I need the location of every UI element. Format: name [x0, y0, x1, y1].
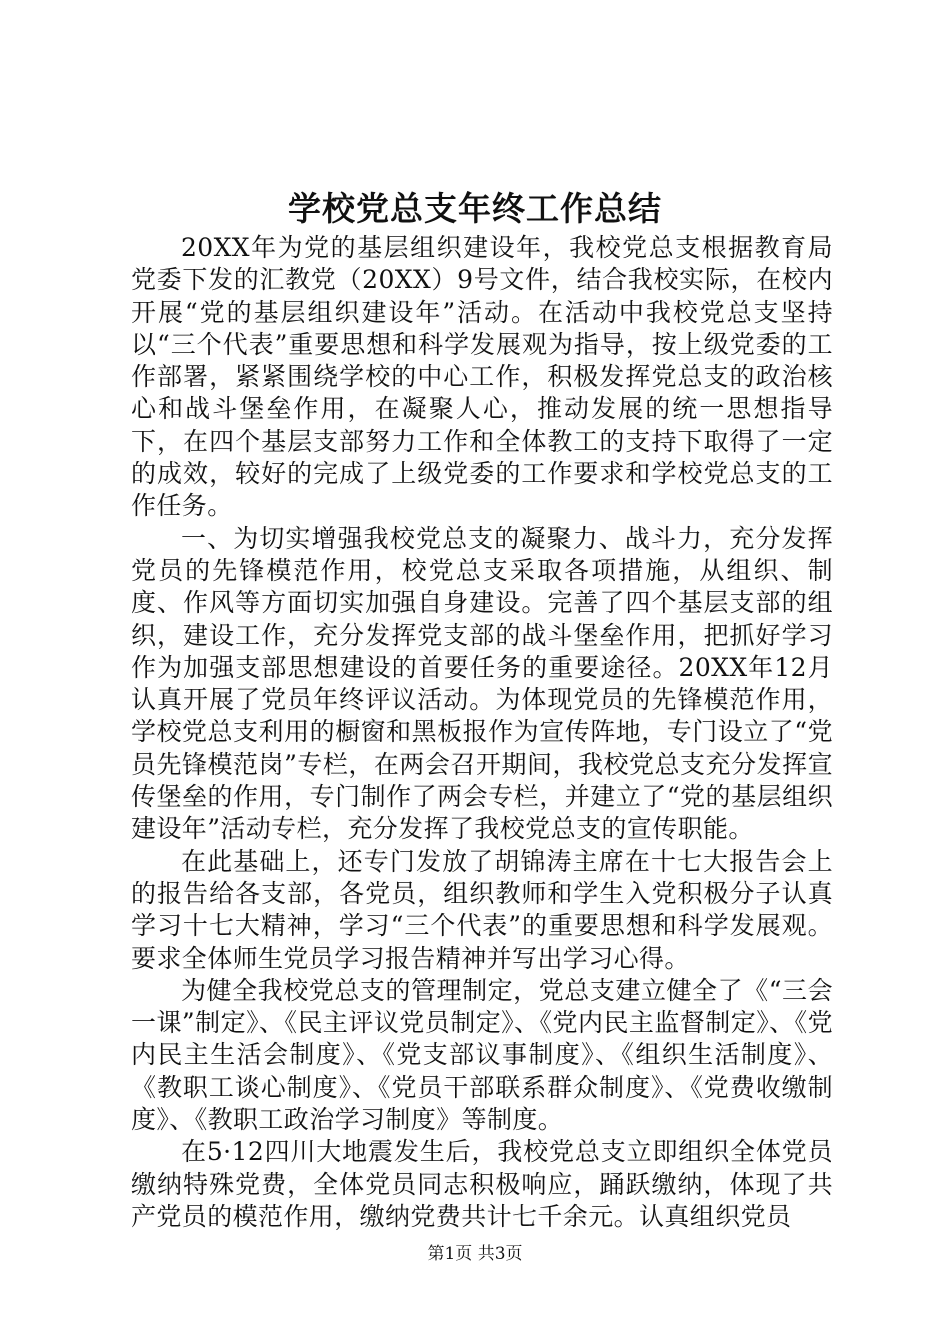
paragraph-5: 在5·12四川大地震发生后，我校党总支立即组织全体党员缴纳特殊党费，全体党员同志积极响应，踊跃缴纳，体现了共产党员的模范作用，缴纳党费共计七千余元。认真组织党员 — [131, 1137, 833, 1231]
document-title: 学校党总支年终工作总结 — [288, 189, 662, 228]
paragraph-2: 一、为切实增强我校党总支的凝聚力、战斗力，充分发挥党员的先锋模范作用，校党总支采取各项措施，从组织、制度、作风等方面切实加强自身建设。完善了四个基层支部的组织，建设工作，充分发挥党支部的战斗堡垒作用，把抓好学习作为加强支部思想建设的首要任务的重要途径。20XX年12月认真开展了党员年终评议活动。为体现党员的先锋模范作用，学校党总支利用的橱窗和黑板报作为宣传阵地，专门设立了“党员先锋模范岗”专栏，在两会召开期间，我校党总支充分发挥宣传堡垒的作用，专门制作了两会专栏，并建立了“党的基层组织建设年”活动专栏，充分发挥了我校党总支的宣传职能。 — [131, 523, 833, 844]
paragraph-1: 20XX年为党的基层组织建设年，我校党总支根据教育局党委下发的汇教党（20XX）9号文件，结合我校实际，在校内开展“党的基层组织建设年”活动。在活动中我校党总支坚持以“三个代表”重要思想和科学发展观为指导，按上级党委的工作部署，紧紧围绕学校的中心工作，积极发挥党总支的政治核心和战斗堡垒作用，在凝聚人心，推动发展的统一思想指导下，在四个基层支部努力工作和全体教工的支持下取得了一定的成效，较好的完成了上级党委的工作要求和学校党总支的工作任务。 — [131, 233, 833, 521]
paragraph-3: 在此基础上，还专门发放了胡锦涛主席在十七大报告会上的报告给各支部，各党员，组织教师和学生入党积极分子认真学习十七大精神，学习“三个代表”的重要思想和科学发展观。要求全体师生党员学习报告精神并写出学习心得。 — [131, 846, 833, 973]
paragraph-4: 为健全我校党总支的管理制定，党总支建立健全了《“三会一课”制定》、《民主评议党员制定》、《党内民主监督制定》、《党内民主生活会制度》、《党支部议事制度》、《组织生活制度》、《教职工谈心制度》、《党员干部联系群众制度》、《党费收缴制度》、《教职工政治学习制度》等制度。 — [131, 975, 833, 1135]
page-footer: 第1页 共3页 — [427, 1244, 523, 1264]
document-body — [131, 232, 833, 1233]
